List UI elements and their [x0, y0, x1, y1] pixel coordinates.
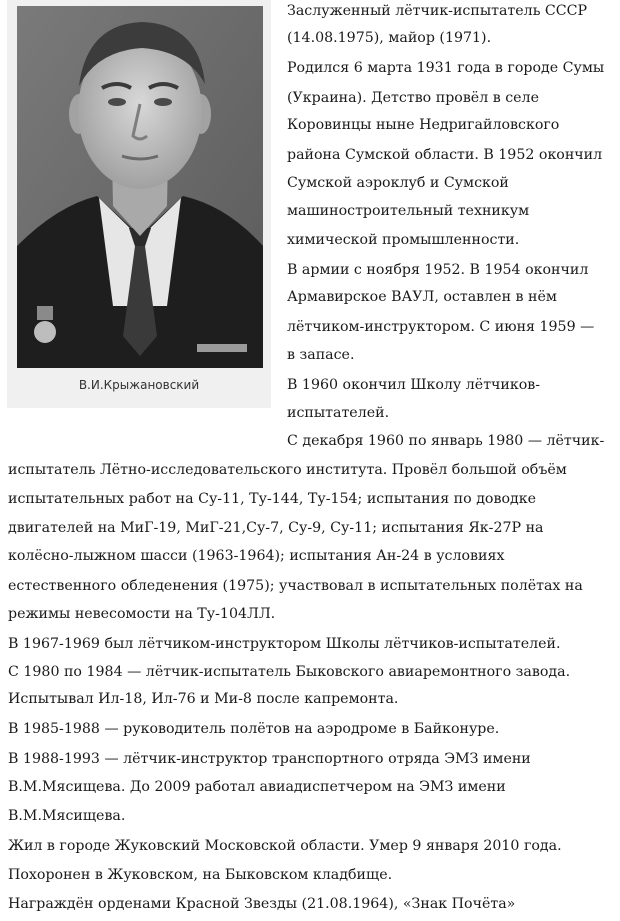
- text-line: машиностроительный техникум: [287, 203, 530, 219]
- text-line: (Украина). Детство провёл в селе: [287, 90, 539, 106]
- text-line: двигателей на МиГ-19, МиГ-21,Су-7, Су-9, Су-11; испытания Як-27Р на: [8, 520, 544, 536]
- text-line: В.М.Мясищева. До 2009 работал авиадиспетчером на ЭМЗ имени: [8, 779, 506, 795]
- text-line: С 1980 по 1984 — лётчик-испытатель Быковского авиаремонтного завода.: [8, 664, 571, 680]
- text-line: испытатель Лётно-исследовательского института. Провёл большой объём: [8, 462, 567, 478]
- text-line: Жил в городе Жуковский Московской области. Умер 9 января 2010 года.: [8, 838, 562, 854]
- text-line: в запасе.: [287, 347, 355, 363]
- text-line: Родился 6 марта 1931 года в городе Сумы: [287, 60, 605, 76]
- text-line: С декабря 1960 по январь 1980 — лётчик-: [287, 433, 605, 449]
- text-line: Заслуженный лётчик-испытатель СССР: [287, 3, 588, 19]
- text-line: В.М.Мясищева.: [8, 808, 126, 824]
- text-line: режимы невесомости на Ту-104ЛЛ.: [8, 606, 276, 622]
- photo-caption: В.И.Крыжановский: [78, 378, 200, 392]
- text-line: В армии с ноября 1952. В 1954 окончил: [287, 262, 589, 278]
- text-line: Испытывал Ил-18, Ил-76 и Ми-8 после капремонта.: [8, 691, 399, 707]
- portrait-illustration: [17, 6, 263, 368]
- portrait-photo: [17, 6, 263, 368]
- text-line: (14.08.1975), майор (1971).: [287, 30, 492, 46]
- text-line: Сумской аэроклуб и Сумской: [287, 175, 509, 191]
- text-line: района Сумской области. В 1952 окончил: [287, 147, 603, 163]
- text-line: лётчиком-инструктором. С июня 1959 —: [287, 319, 595, 335]
- text-line: В 1967-1969 был лётчиком-инструктором Школы лётчиков-испытателей.: [8, 636, 561, 652]
- text-line: испытателей.: [287, 405, 390, 421]
- text-line: Армавирское ВАУЛ, оставлен в нём: [287, 289, 557, 305]
- text-line: испытательных работ на Су-11, Ту-144, Ту-154; испытания по доводке: [8, 491, 536, 507]
- text-line: Коровинцы ныне Недригайловского: [287, 117, 560, 133]
- text-line: Награждён орденами Красной Звезды (21.08.1964), «Знак Почёта»: [8, 896, 516, 912]
- text-line: естественного обледенения (1975); участвовал в испытательных полётах на: [8, 578, 583, 594]
- text-line: В 1988-1993 — лётчик-инструктор транспортного отряда ЭМЗ имени: [8, 751, 531, 767]
- text-line: колёсно-лыжном шасси (1963-1964); испытания Ан-24 в условиях: [8, 548, 505, 564]
- text-line: В 1960 окончил Школу лётчиков-: [287, 377, 541, 393]
- text-line: В 1985-1988 — руководитель полётов на аэродроме в Байконуре.: [8, 721, 500, 737]
- text-line: химической промышленности.: [287, 232, 520, 248]
- text-line: Похоронен в Жуковском, на Быковском кладбище.: [8, 867, 393, 883]
- photo-frame: [7, 0, 271, 408]
